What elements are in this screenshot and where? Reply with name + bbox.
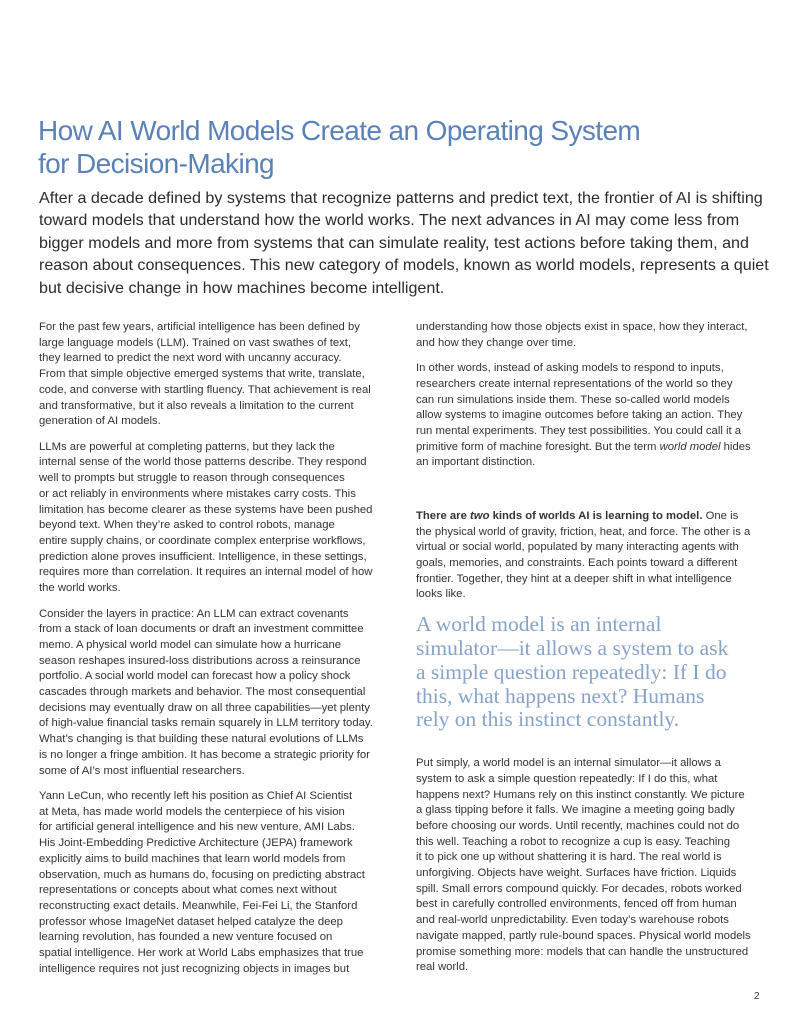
text-line: it to pick one up without shattering it is hard. The real world is <box>416 851 722 864</box>
text-line: portfolio. A social world model can forecast how a policy shock <box>39 670 351 683</box>
text-line: happens next? Humans rely on this instinct constantly. We picture <box>416 788 745 801</box>
text-line: professor whose ImageNet dataset helped catalyze the deep <box>39 915 343 928</box>
text-line: decisions may eventually draw on all three capabilities—yet plenty <box>39 701 370 714</box>
text-line: beyond text. When they’re asked to control robots, manage <box>39 519 335 532</box>
title-line: for Decision-Making <box>38 148 275 179</box>
text-line: understanding how those objects exist in space, how they interact, <box>416 321 748 333</box>
text-line: a glass tipping before it falls. We imagine a meeting going badly <box>416 804 735 817</box>
body-paragraph <box>39 789 386 977</box>
text-line: they learned to predict the next word with uncanny accuracy. <box>39 352 342 365</box>
text-line: and transformative, but it also reveals a limitation to the current <box>39 399 354 412</box>
text-line: and how they change over time. <box>416 336 577 349</box>
text-line: spill. Small errors compound quickly. For decades, robots worked <box>416 882 742 895</box>
body-paragraph <box>416 509 763 603</box>
text-line: navigate mapped, partly rule-bound spaces. Physical world models <box>416 929 751 942</box>
text-line: or act reliably in environments where mistakes carry costs. This <box>39 487 356 500</box>
text-line: In other words, instead of asking models to respond to inputs, <box>416 362 724 375</box>
left-column <box>39 320 386 987</box>
text-line: the world works. <box>39 582 121 595</box>
emphasis-text: world model <box>659 440 721 453</box>
text-line: explicitly aims to build machines that learn world models from <box>39 852 346 865</box>
text-line: unforgiving. Objects have weight. Surfaces have friction. Liquids <box>416 867 737 880</box>
text-line: and real-world unpredictability. Even today’s warehouse robots <box>416 914 729 927</box>
text-line: researchers create internal representations of the world so they <box>416 377 733 390</box>
text-line: promise something more: models that can handle the unstructured <box>416 945 749 958</box>
body-paragraph <box>416 361 763 471</box>
spacer <box>416 481 763 509</box>
text-line: observation, much as humans do, focusing on predicting abstract <box>39 868 365 881</box>
text-line: requires more than correlation. It requires an internal model of how <box>39 566 373 579</box>
text-line: goals, memories, and constraints. Each points toward a different <box>416 557 738 570</box>
text-line: looks like. <box>416 588 466 601</box>
text-line: allow systems to imagine outcomes before taking an action. They <box>416 409 743 422</box>
text-line: season reshapes insured-loss distributions across a reinsurance <box>39 654 361 667</box>
text-line: an important distinction. <box>416 456 536 469</box>
text-line: system to ask a simple question repeatedly: If I do this, what <box>416 772 718 785</box>
text-line: at Meta, has made world models the centerpiece of his vision <box>39 805 345 818</box>
text-span: One is <box>702 509 739 522</box>
text-span: primitive form of machine foresight. But the term <box>416 440 660 453</box>
text-line: LLMs are powerful at completing patterns, but they lack the <box>39 440 335 453</box>
text-line: is no longer a fringe ambition. It has become a strategic priority for <box>39 748 370 761</box>
text-line: entire supply chains, or coordinate complex enterprise workflows, <box>39 534 366 547</box>
text-line: memo. A physical world model can simulate how a hurricane <box>39 638 342 651</box>
text-line: A world model is an internal <box>416 612 662 637</box>
text-line: internal sense of the world those patterns describe. They respond <box>39 456 367 469</box>
text-line: spatial intelligence. Her work at World Labs emphasizes that true <box>39 947 364 960</box>
text-line: before choosing our words. Until recently, machines could not do <box>416 819 740 832</box>
text-line: prediction alone proves insufficient. Intelligence, in these settings, <box>39 550 367 563</box>
text-line: simulator—it allows a system to ask <box>416 635 729 660</box>
pull-quote <box>416 613 763 732</box>
text-line: cascades through markets and behavior. The most consequential <box>39 686 366 699</box>
text-line: some of AI’s most influential researchers. <box>39 764 245 777</box>
text-line: representations or concepts about what comes next without <box>39 884 337 897</box>
text-line: this, what happens next? Humans <box>416 683 705 708</box>
body-paragraph <box>39 320 386 430</box>
text-line: Consider the layers in practice: An LLM can extract covenants <box>39 607 349 620</box>
body-paragraph <box>416 320 763 351</box>
text-line: For the past few years, artificial intelligence has been defined by <box>39 321 360 333</box>
text-line: well to prompts but struggle to reason through consequences <box>39 472 345 485</box>
text-line: large language models (LLM). Trained on vast swathes of text, <box>39 336 352 349</box>
text-line: Put simply, a world model is an internal simulator—it allows a <box>416 757 721 770</box>
text-line: His Joint-Embedding Predictive Architecture (JEPA) framework <box>39 837 353 850</box>
text-line: can run simulations inside them. These so-called world models <box>416 393 730 406</box>
bold-lead: There are two kinds of worlds AI is learning to model. <box>416 509 703 522</box>
text-line: frontier. Together, they hint at a deeper shift in what intelligence <box>416 572 732 585</box>
body-paragraph <box>416 756 763 976</box>
text-line: best in carefully controlled environments, fenced off from human <box>416 898 737 911</box>
text-line: intelligence requires not just recognizing objects in images but <box>39 962 350 975</box>
body-paragraph <box>39 440 386 597</box>
text-line: What’s changing is that building these natural evolutions of LLMs <box>39 733 364 746</box>
text-line: generation of AI models. <box>39 415 161 428</box>
text-line: the physical world of gravity, friction, heat, and force. The other is a <box>416 525 751 538</box>
text-line: Yann LeCun, who recently left his position as Chief AI Scientist <box>39 790 353 803</box>
text-line: real world. <box>416 961 469 974</box>
text-line: a simple question repeatedly: If I do <box>416 659 727 684</box>
text-span: hides <box>720 440 751 453</box>
text-line: limitation has become clearer as these systems have been pushed <box>39 503 373 516</box>
text-line: of high-value financial tasks remain squarely in LLM territory today. <box>39 717 373 730</box>
text-line: reconstructing exact details. Meanwhile, Fei-Fei Li, the Stanford <box>39 900 358 912</box>
text-line: run mental experiments. They test possibilities. You could call it a <box>416 425 742 438</box>
text-line: rely on this instinct constantly. <box>416 707 680 732</box>
right-column <box>416 320 763 986</box>
text-line: from a stack of loan documents or draft an investment committee <box>39 623 364 636</box>
body-paragraph <box>39 607 386 780</box>
text-line: virtual or social world, populated by many interacting agents with <box>416 541 739 554</box>
text-line: From that simple objective emerged systems that write, translate, <box>39 368 365 381</box>
text-line: for artificial general intelligence and his new venture, AMI Labs. <box>39 821 355 834</box>
title-line: How AI World Models Create an Operating System <box>38 115 641 146</box>
page-number: 2 <box>754 991 760 1002</box>
intro-paragraph: After a decade defined by systems that recognize patterns and predict text, the frontier of AI is shifting toward models that understand how the world works. The next advances in AI may come less from bigger models and more from systems that can simulate reality, test actions before taking them, and reason about consequences. This new category of models, known as world models, represents a quiet but decisive change in how machines become intelligent. <box>39 189 769 297</box>
text-line: this well. Teaching a robot to recognize a cup is easy. Teaching <box>416 835 730 848</box>
page-title <box>38 114 738 180</box>
text-line: learning revolution, has founded a new venture focused on <box>39 931 333 944</box>
text-line: code, and converse with startling fluency. That achievement is real <box>39 383 371 396</box>
